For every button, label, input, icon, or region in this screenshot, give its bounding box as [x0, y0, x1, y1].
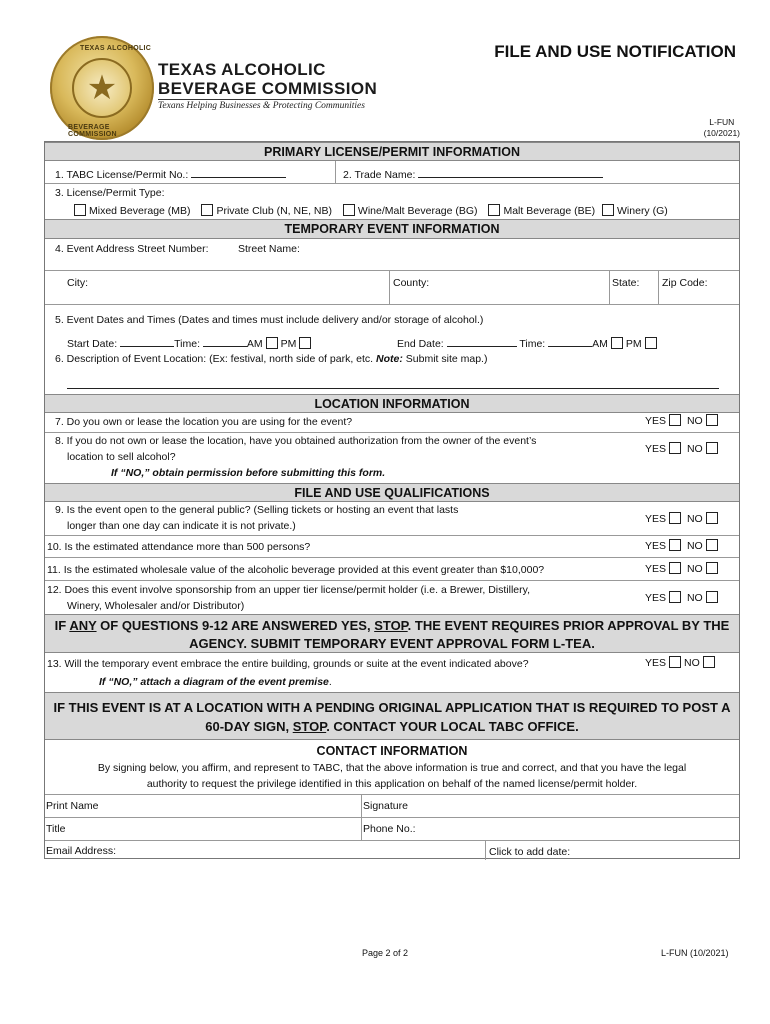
org-name-line2: BEVERAGE COMMISSION: [158, 79, 378, 98]
checkbox-end-am[interactable]: [611, 337, 623, 349]
q3-label: 3. License/Permit Type:: [55, 187, 165, 199]
q7-answer: YES NO: [645, 414, 721, 427]
stop-banner-1: [45, 614, 739, 653]
footer-form-code: L-FUN (10/2021): [661, 948, 729, 958]
q7-yes-checkbox[interactable]: [669, 414, 681, 426]
q9-no-checkbox[interactable]: [706, 512, 718, 524]
affirm-line2: authority to request the privilege identified in this application on behalf of the named license/permit holder.: [146, 778, 638, 790]
q7-no-checkbox[interactable]: [706, 414, 718, 426]
qualifications-heading: FILE AND USE QUALIFICATIONS: [45, 483, 739, 502]
seal-top-text: TEXAS ALCOHOLIC: [80, 45, 152, 52]
q1-label: 1. TABC License/Permit No.:: [55, 169, 286, 181]
end-time-field[interactable]: [548, 338, 592, 347]
q8-label-line2: location to sell alcohol?: [67, 451, 176, 463]
checkbox-winery[interactable]: [602, 204, 614, 216]
q13-note: If “NO,” attach a diagram of the event premise.: [99, 676, 332, 688]
q12-label-line1: 12. Does this event involve sponsorship from an upper tier license/permit holder (i.e. a Brewer, Distillery,: [47, 584, 531, 596]
stop-banner-1-line1: IF ANY OF QUESTIONS 9-12 ARE ANSWERED YES, STOP. THE EVENT REQUIRES PRIOR APPROVAL BY THE: [54, 618, 730, 633]
event-end-row: End Date: Time: AM PM: [397, 337, 660, 350]
q8-label-line1: 8. If you do not own or lease the location, have you obtained authorization from the owner of the event’s: [55, 435, 537, 447]
date-field[interactable]: Click to add date:: [489, 846, 571, 858]
q8-answer: YES NO: [645, 442, 721, 455]
stop-banner-2-line1: IF THIS EVENT IS AT A LOCATION WITH A PENDING ORIGINAL APPLICATION THAT IS REQUIRED TO POST A: [53, 700, 731, 715]
location-description-field[interactable]: [67, 388, 719, 389]
form-code: [704, 117, 740, 139]
affirm-line1: By signing below, you affirm, and represent to TABC, that the above information is true and correct, and that you have the legal: [97, 762, 687, 774]
checkbox-start-am[interactable]: [266, 337, 278, 349]
temporary-heading: TEMPORARY EVENT INFORMATION: [45, 219, 739, 239]
email-field[interactable]: Email Address:: [46, 845, 117, 857]
q13-yes-checkbox[interactable]: [669, 656, 681, 668]
stop-banner-2: [45, 692, 739, 740]
tabc-seal-logo: [50, 36, 154, 140]
county-label: County:: [393, 277, 430, 289]
seal-center: [72, 58, 132, 118]
q11-label: 11. Is the estimated wholesale value of the alcoholic beverage provided at this event greater than $10,000?: [47, 564, 545, 576]
q12-no-checkbox[interactable]: [706, 591, 718, 603]
q11-yes-checkbox[interactable]: [669, 562, 681, 574]
checkbox-malt-beverage[interactable]: [488, 204, 500, 216]
phone-field[interactable]: Phone No.:: [363, 823, 416, 835]
q12-yes-checkbox[interactable]: [669, 591, 681, 603]
q10-yes-checkbox[interactable]: [669, 539, 681, 551]
state-label: State:: [612, 277, 640, 289]
org-name-line1: TEXAS ALCOHOLIC: [158, 60, 326, 79]
notification-form: [44, 141, 740, 859]
checkbox-end-pm[interactable]: [645, 337, 657, 349]
q6-label: 6. Description of Event Location: (Ex: festival, north side of park, etc. Note: Submit site map.): [55, 353, 488, 365]
start-time-field[interactable]: [203, 338, 247, 347]
checkbox-wine-malt[interactable]: [343, 204, 355, 216]
q10-label: 10. Is the estimated attendance more than 500 persons?: [47, 541, 311, 553]
license-number-field[interactable]: [191, 169, 286, 178]
license-type-options: Mixed Beverage (MB) Private Club (N, NE, NB) Wine/Malt Beverage (BG) Malt Beverage (BE) Winery (G): [71, 204, 668, 217]
q12-answer: YES NO: [645, 591, 721, 604]
form-code-date: (10/2021): [703, 128, 740, 138]
document-title: FILE AND USE NOTIFICATION: [494, 42, 736, 61]
q11-no-checkbox[interactable]: [706, 562, 718, 574]
q10-answer: YES NO: [645, 539, 721, 552]
q13-no-checkbox[interactable]: [703, 656, 715, 668]
form-code-id: L-FUN: [709, 117, 735, 127]
signature-field[interactable]: Signature: [363, 800, 408, 812]
checkbox-mixed-beverage[interactable]: [74, 204, 86, 216]
print-name-field[interactable]: Print Name: [46, 800, 99, 812]
contact-heading: CONTACT INFORMATION: [316, 744, 468, 758]
city-label: City:: [67, 277, 88, 289]
trade-name-field[interactable]: [418, 169, 603, 178]
q8-yes-checkbox[interactable]: [669, 442, 681, 454]
q10-no-checkbox[interactable]: [706, 539, 718, 551]
seal-bottom-text: BEVERAGE COMMISSION: [68, 124, 117, 138]
page-number: Page 2 of 2: [362, 948, 409, 958]
q9-label-line2: longer than one day can indicate it is not private.): [67, 520, 296, 532]
primary-heading: PRIMARY LICENSE/PERMIT INFORMATION: [45, 142, 739, 161]
q13-answer: YES NO: [645, 656, 718, 669]
q9-answer: YES NO: [645, 512, 721, 525]
q2-label: 2. Trade Name:: [343, 169, 603, 181]
event-dates-row: Start Date: Time: AM PM: [67, 337, 314, 350]
end-date-field[interactable]: [447, 338, 517, 347]
q8-no-checkbox[interactable]: [706, 442, 718, 454]
org-tagline: Texans Helping Businesses & Protecting Communities: [158, 101, 365, 111]
q11-answer: YES NO: [645, 562, 721, 575]
q12-label-line2: Winery, Wholesaler and/or Distributor): [67, 600, 245, 612]
checkbox-start-pm[interactable]: [299, 337, 311, 349]
start-date-field[interactable]: [120, 338, 174, 347]
stop-banner-1-line2: AGENCY. SUBMIT TEMPORARY EVENT APPROVAL FORM L-TEA.: [189, 636, 595, 651]
street-name-label: Street Name:: [238, 243, 300, 255]
q4-label: 4. Event Address Street Number:: [55, 243, 209, 255]
title-field[interactable]: Title: [46, 823, 66, 835]
star-icon: ★: [86, 69, 118, 107]
q9-yes-checkbox[interactable]: [669, 512, 681, 524]
q9-label-line1: 9. Is the event open to the general public? (Selling tickets or hosting an event that lasts: [55, 504, 459, 516]
checkbox-private-club[interactable]: [201, 204, 213, 216]
q7-label: 7. Do you own or lease the location you are using for the event?: [55, 416, 353, 428]
org-rule: [158, 99, 358, 100]
zip-label: Zip Code:: [662, 277, 708, 289]
q5-label: 5. Event Dates and Times (Dates and times must include delivery and/or storage of alcohol.): [55, 314, 484, 326]
q13-label: 13. Will the temporary event embrace the entire building, grounds or suite at the event indicated above?: [47, 658, 529, 670]
q8-note: If “NO,” obtain permission before submitting this form.: [111, 467, 386, 479]
stop-banner-2-line2: 60-DAY SIGN, STOP. CONTACT YOUR LOCAL TABC OFFICE.: [205, 719, 579, 734]
location-heading: LOCATION INFORMATION: [45, 394, 739, 413]
